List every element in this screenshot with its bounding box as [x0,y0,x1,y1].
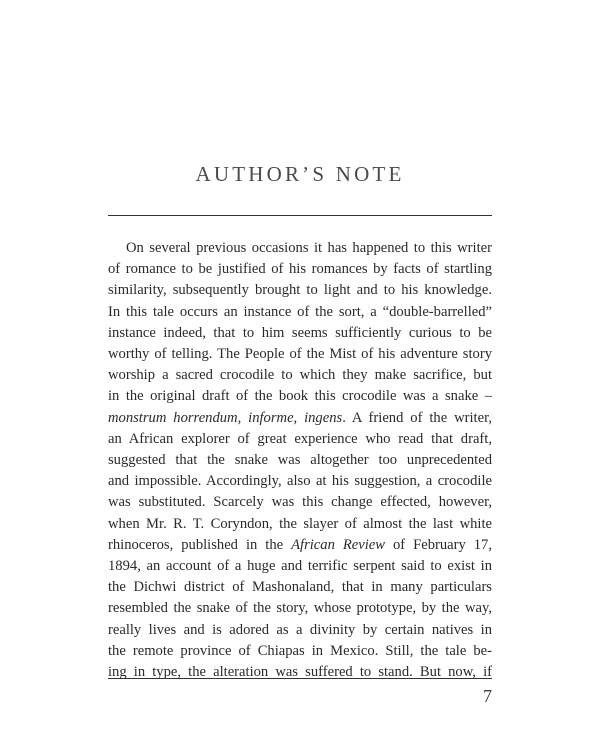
text-run: an African explorer of great experience who read that draft, [108,430,492,447]
text-line [108,302,492,323]
text-run: resembled the snake of the story, whose prototype, by the way, [108,600,492,617]
top-rule [108,215,492,216]
text-line [108,259,492,280]
bottom-rule [108,678,492,679]
text-run: ing in type, the alteration was suffered to stand. But now, if [108,664,492,681]
text-line [108,238,492,259]
text-run: of February 17, [384,536,492,553]
text-line [108,577,492,598]
text-run: really lives and is adored as a divinity by certain natives in [108,621,492,638]
text-line [108,492,492,513]
text-line [108,620,492,641]
text-line [108,556,492,577]
text-run: 1894, an account of a huge and terrific serpent said to exist in [108,558,492,575]
text-line [108,280,492,301]
text-run: the remote province of Chiapas in Mexico. Still, the tale be- [108,642,492,659]
text-run: in the original draft of the book this crocodile was a snake – [108,388,492,405]
text-run: rhinoceros, published in the [108,536,292,553]
text-run: . A friend of the writer, [342,409,492,426]
text-run: worthy of telling. The People of the Mist of his adventure story [108,346,492,363]
text-run: was substituted. Scarcely was this change effected, however, [108,494,492,511]
text-run: instance indeed, that to him seems sufficiently curious to be [108,324,492,341]
text-run: when Mr. R. T. Coryndon, the slayer of almost the last white [108,515,492,532]
page-number: 7 [483,686,492,706]
text-line [108,535,492,556]
text-line [108,344,492,365]
text-line [108,429,492,450]
text-line [108,408,492,429]
text-line [108,365,492,386]
text-line [108,471,492,492]
text-run: On several previous occasions it has happened to this writer [126,240,492,256]
text-line [108,641,492,662]
text-line [108,386,492,407]
text-line [108,598,492,619]
text-line [108,323,492,344]
text-line [108,450,492,471]
text-line [108,514,492,535]
text-run: worship a sacred crocodile to which they make sacrifice, but [108,367,492,384]
chapter-heading: AUTHOR’S NOTE [195,162,405,186]
italic-text: monstrum horrendum, informe, ingens [108,409,343,426]
text-run: In this tale occurs an instance of the sort, a “double-barrelled” [108,303,492,320]
text-run: of romance to be justified of his romances by facts of startling [108,261,492,278]
text-run: suggested that the snake was altogether too unprecedented [108,452,492,469]
text-run: the Dichwi district of Mashonaland, that in many particulars [108,579,492,596]
text-run: and impossible. Accordingly, also at his suggestion, a crocodile [108,473,492,490]
italic-text: African Review [291,536,385,553]
text-line [108,662,492,683]
text-run: similarity, subsequently brought to light and to his knowledge. [108,282,492,299]
body-paragraph [108,238,492,683]
